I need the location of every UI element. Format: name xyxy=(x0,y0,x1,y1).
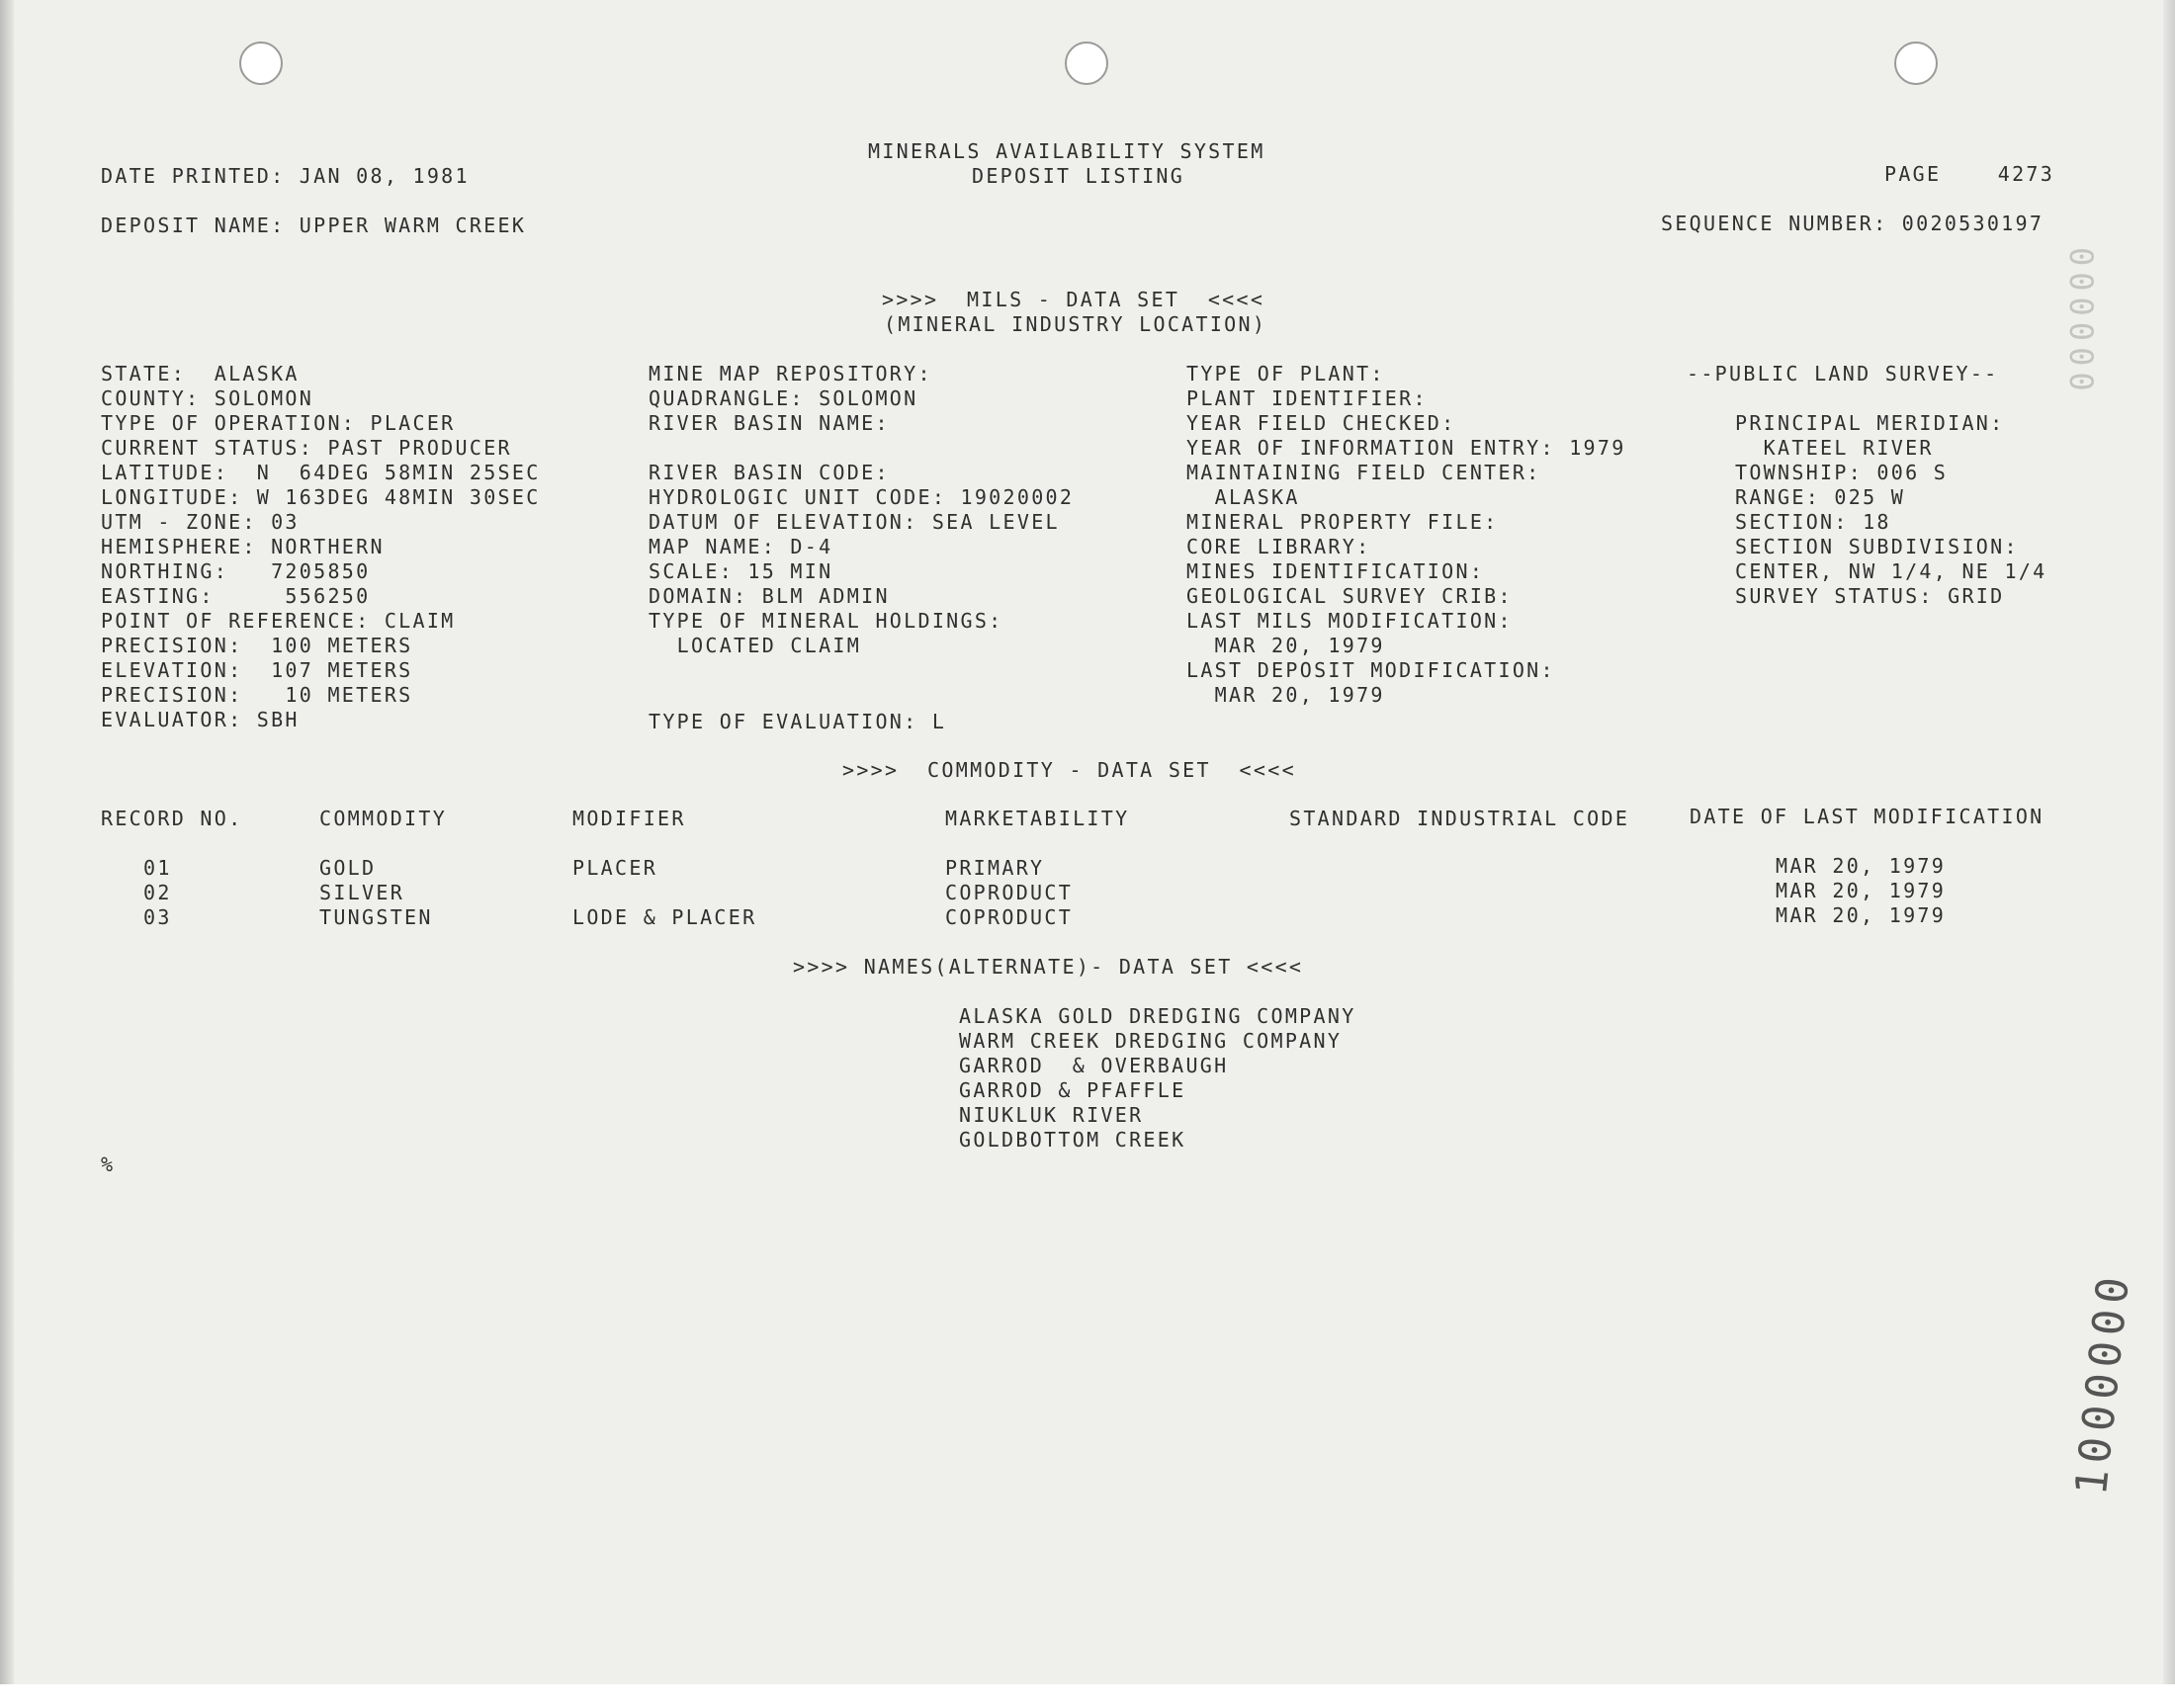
survey-field: CENTER, NW 1/4, NE 1/4 xyxy=(1735,559,2047,583)
marketability: COPRODUCT xyxy=(945,881,1074,904)
mils-field: NORTHING: 7205850 xyxy=(101,559,371,583)
page-number: PAGE 4273 xyxy=(1884,162,2055,186)
mils-field: SCALE: 15 MIN xyxy=(649,559,833,583)
survey-field: SURVEY STATUS: GRID xyxy=(1735,584,2005,608)
survey-field: SECTION SUBDIVISION: xyxy=(1735,535,2019,558)
mils-field: LAST DEPOSIT MODIFICATION: xyxy=(1186,658,1555,682)
mils-field: ELEVATION: 107 METERS xyxy=(101,658,413,682)
punch-hole-left xyxy=(239,42,283,85)
mils-field: PRECISION: 10 METERS xyxy=(101,683,413,707)
marketability: PRIMARY xyxy=(945,856,1045,880)
mils-field: MAP NAME: D-4 xyxy=(649,535,833,558)
mils-field: HEMISPHERE: NORTHERN xyxy=(101,535,385,558)
stamp-number: 1000000 xyxy=(2066,1268,2140,1498)
date-printed: DATE PRINTED: JAN 08, 1981 xyxy=(101,164,470,188)
mils-field: PLANT IDENTIFIER: xyxy=(1186,386,1428,410)
public-land-survey-header: --PUBLIC LAND SURVEY-- xyxy=(1687,362,1999,385)
mils-field: HYDROLOGIC UNIT CODE: 19020002 xyxy=(649,485,1075,509)
record-no: 03 xyxy=(143,905,172,929)
commodity-name: TUNGSTEN xyxy=(319,905,433,929)
commodity-title: >>>> COMMODITY - DATA SET <<<< xyxy=(842,758,1296,782)
last-mod-date: MAR 20, 1979 xyxy=(1776,903,1947,927)
header-record-no: RECORD NO. xyxy=(101,807,243,830)
last-mod-date: MAR 20, 1979 xyxy=(1776,879,1947,902)
modifier: PLACER xyxy=(572,856,658,880)
list-item: WARM CREEK DREDGING COMPANY xyxy=(959,1029,1343,1053)
mils-field: MAR 20, 1979 xyxy=(1186,683,1385,707)
mils-field: TYPE OF OPERATION: PLACER xyxy=(101,411,456,435)
mils-field: STATE: ALASKA xyxy=(101,362,300,385)
sequence-number: SEQUENCE NUMBER: 0020530197 xyxy=(1661,212,2044,235)
commodity-name: SILVER xyxy=(319,881,405,904)
record-no: 02 xyxy=(143,881,172,904)
survey-field: KATEEL RIVER xyxy=(1735,436,1934,460)
mils-field: PRECISION: 100 METERS xyxy=(101,634,413,657)
header-date-last-mod: DATE OF LAST MODIFICATION xyxy=(1690,805,2044,828)
mils-field: LOCATED CLAIM xyxy=(649,634,862,657)
list-item: ALASKA GOLD DREDGING COMPANY xyxy=(959,1004,1356,1028)
scan-edge-left xyxy=(0,0,14,1684)
last-mod-date: MAR 20, 1979 xyxy=(1776,854,1947,878)
mils-field: MINE MAP REPOSITORY: xyxy=(649,362,932,385)
survey-field: PRINCIPAL MERIDIAN: xyxy=(1735,411,2005,435)
mils-field: POINT OF REFERENCE: CLAIM xyxy=(101,609,456,633)
mils-field: CORE LIBRARY: xyxy=(1186,535,1371,558)
header-commodity: COMMODITY xyxy=(319,807,448,830)
mils-field: LATITUDE: N 64DEG 58MIN 25SEC xyxy=(101,461,541,484)
mils-field: ALASKA xyxy=(1186,485,1300,509)
mils-field: EVALUATOR: SBH xyxy=(101,708,300,731)
list-item: GARROD & OVERBAUGH xyxy=(959,1054,1229,1077)
mils-title: >>>> MILS - DATA SET <<<< xyxy=(882,288,1265,311)
survey-field: TOWNSHIP: 006 S xyxy=(1735,461,1949,484)
list-item: NIUKLUK RIVER xyxy=(959,1103,1144,1127)
faint-stamp-number: 000000 xyxy=(2062,247,2100,397)
mils-field: RIVER BASIN CODE: xyxy=(649,461,890,484)
mils-field: UTM - ZONE: 03 xyxy=(101,510,300,534)
mils-field: MINERAL PROPERTY FILE: xyxy=(1186,510,1499,534)
mils-field: YEAR OF INFORMATION ENTRY: 1979 xyxy=(1186,436,1626,460)
mils-field: COUNTY: SOLOMON xyxy=(101,386,314,410)
commodity-name: GOLD xyxy=(319,856,377,880)
mils-field: MAR 20, 1979 xyxy=(1186,634,1385,657)
list-item: GARROD & PFAFFLE xyxy=(959,1078,1186,1102)
modifier: LODE & PLACER xyxy=(572,905,757,929)
mils-field: DOMAIN: BLM ADMIN xyxy=(649,584,890,608)
mils-field: TYPE OF PLANT: xyxy=(1186,362,1385,385)
names-title: >>>> NAMES(ALTERNATE)- DATA SET <<<< xyxy=(793,955,1304,979)
mils-field: RIVER BASIN NAME: xyxy=(649,411,890,435)
header-sic: STANDARD INDUSTRIAL CODE xyxy=(1289,807,1630,830)
mils-field: EASTING: 556250 xyxy=(101,584,371,608)
punch-hole-right xyxy=(1894,42,1938,85)
record-no: 01 xyxy=(143,856,172,880)
mils-field: LAST MILS MODIFICATION: xyxy=(1186,609,1513,633)
header-marketability: MARKETABILITY xyxy=(945,807,1130,830)
deposit-name: DEPOSIT NAME: UPPER WARM CREEK xyxy=(101,214,527,237)
marketability: COPRODUCT xyxy=(945,905,1074,929)
mils-field: QUADRANGLE: SOLOMON xyxy=(649,386,918,410)
listing-title: DEPOSIT LISTING xyxy=(972,164,1185,188)
punch-hole-center xyxy=(1065,42,1108,85)
mils-field: GEOLOGICAL SURVEY CRIB: xyxy=(1186,584,1513,608)
mils-field: YEAR FIELD CHECKED: xyxy=(1186,411,1456,435)
survey-field: SECTION: 18 xyxy=(1735,510,1891,534)
mils-subtitle: (MINERAL INDUSTRY LOCATION) xyxy=(884,312,1267,336)
end-of-record-mark: % xyxy=(101,1153,116,1176)
mils-field: LONGITUDE: W 163DEG 48MIN 30SEC xyxy=(101,485,541,509)
list-item: GOLDBOTTOM CREEK xyxy=(959,1128,1186,1152)
mils-field: TYPE OF EVALUATION: L xyxy=(649,710,947,733)
mils-field: TYPE OF MINERAL HOLDINGS: xyxy=(649,609,1003,633)
system-title: MINERALS AVAILABILITY SYSTEM xyxy=(868,139,1265,163)
header-modifier: MODIFIER xyxy=(572,807,686,830)
survey-field: RANGE: 025 W xyxy=(1735,485,1906,509)
mils-field: CURRENT STATUS: PAST PRODUCER xyxy=(101,436,512,460)
mils-field: MINES IDENTIFICATION: xyxy=(1186,559,1485,583)
scan-edge-right xyxy=(2163,0,2175,1684)
mils-field: DATUM OF ELEVATION: SEA LEVEL xyxy=(649,510,1060,534)
mils-field: MAINTAINING FIELD CENTER: xyxy=(1186,461,1541,484)
page-margin-bottom xyxy=(0,1684,2175,1708)
